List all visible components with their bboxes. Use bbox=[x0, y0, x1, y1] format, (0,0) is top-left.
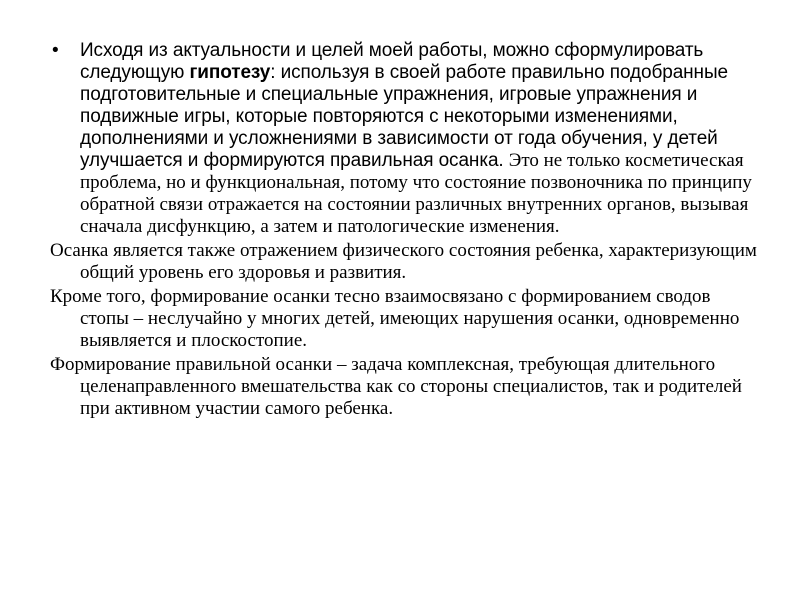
posture-problem-text: Это не только косметическая проблема, но и функциональная, потому что состояние позвоночника по принципу обратной связи отражается на состоянии различных внутренних органов, вызывая сначала дисфункцию, а затем и патологические изменения. bbox=[80, 150, 752, 237]
slide-text-body bbox=[50, 40, 762, 420]
hypothesis-period: . bbox=[498, 150, 509, 171]
paragraph-foot-arches: Кроме того, формирование осанки тесно взаимосвязано с формированием сводов стопы – неслучайно у многих детей, имеющих нарушения осанки, одновременно выявляется и плоскостопие. bbox=[50, 286, 740, 351]
hypothesis-text-end: : используя в своей работе правильно подобранные подготовительные и специальные упражнения, игровые упражнения и подвижные игры, которые повторяются с некоторыми изменениями, дополнениями и усложнениями в зависимости от года обучения, у детей улучшается и формируются правильная осанка bbox=[80, 62, 728, 171]
hypothesis-bold-word: гипотезу bbox=[189, 62, 271, 83]
paragraph-posture-reflection: Осанка является также отражением физического состояния ребенка, характеризующим общий уровень его здоровья и развития. bbox=[50, 240, 757, 283]
bullet-icon: • bbox=[52, 40, 59, 61]
hypothesis-text-start: Исходя из актуальности и целей моей работы, можно сформулировать следующую bbox=[80, 40, 704, 83]
bullet-paragraph-hypothesis bbox=[50, 40, 762, 238]
paragraph-complex-task: Формирование правильной осанки – задача комплексная, требующая длительного целенаправленного вмешательства как со стороны специалистов, так и родителей при активном участии самого ребенка. bbox=[50, 354, 742, 419]
